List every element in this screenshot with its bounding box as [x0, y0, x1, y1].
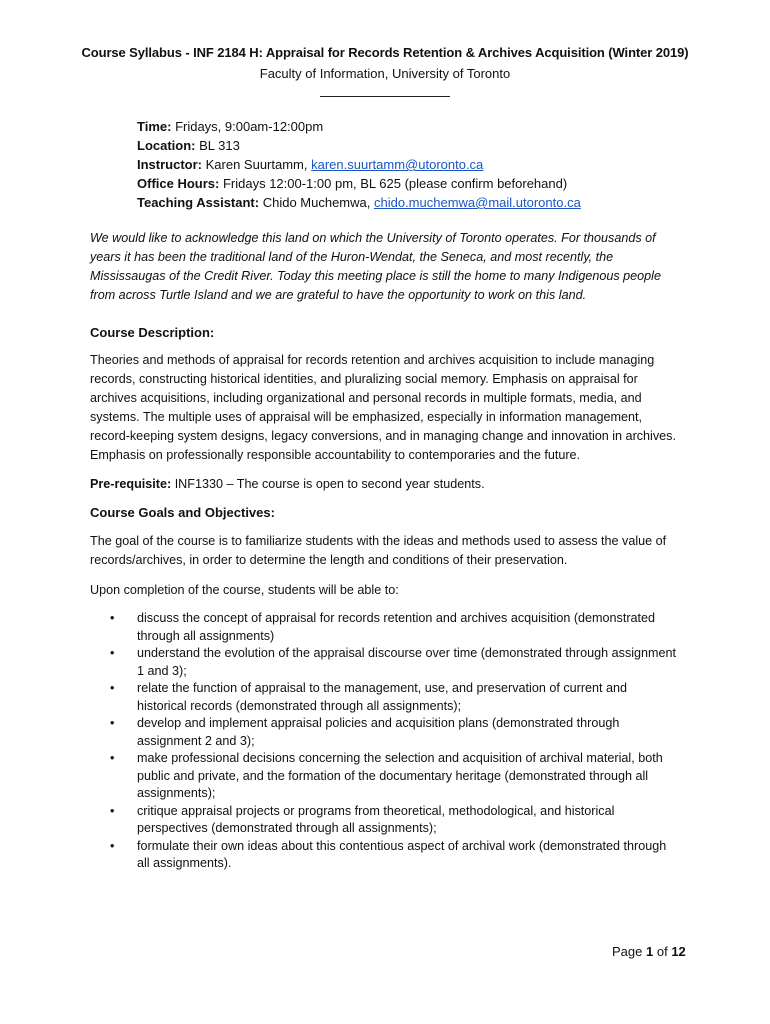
bullet-icon: •	[110, 803, 115, 818]
bullet-icon: •	[110, 611, 115, 625]
office-hours-value: Fridays 12:00-1:00 pm, BL 625 (please confirm beforehand)	[222, 176, 568, 191]
location-label: Location:	[137, 138, 196, 153]
bullet-icon: •	[110, 838, 115, 853]
course-description-heading: Course Description:	[90, 325, 215, 340]
course-info-block	[137, 117, 581, 212]
course-description-text: Theories and methods of appraisal for records retention and archives acquisition to include managing records, constructing historical identities, and pluralizing social memory. Emphasis on appraisal for archives acquisitions, including organizational and personal records in multiple formats, media, and systems. The multiple uses of appraisal will be emphasized, especially in information management, record-keeping system designs, legacy conversions, and in managing change and innovation in archives. Emphasis on professionally responsible accountability to contemporaries and the future.	[90, 353, 676, 462]
location-row	[137, 136, 581, 155]
prerequisite-label: Pre-requisite:	[90, 477, 172, 491]
instructor-row	[137, 155, 581, 174]
page-word: Page	[612, 944, 643, 959]
goals-intro: Upon completion of the course, students will be able to:	[90, 583, 399, 597]
page-total: 12	[671, 944, 686, 959]
prerequisite-paragraph	[90, 475, 680, 494]
ta-email-link[interactable]: chido.muchemwa@mail.utoronto.ca	[373, 195, 581, 210]
instructor-label: Instructor:	[137, 157, 202, 172]
document-title: Course Syllabus - INF 2184 H: Appraisal for Records Retention & Archives Acquisition (Winter 2019)	[81, 45, 689, 60]
time-label: Time:	[137, 119, 172, 134]
bullet-icon: •	[110, 751, 115, 765]
list-item: • make professional decisions concerning the selection and acquisition of archival material, both public and private, and the formation of the documentary heritage (demonstrated through all assignments);	[110, 751, 663, 800]
bullet-icon: •	[110, 646, 115, 660]
ta-label: Teaching Assistant:	[137, 195, 260, 210]
document-subtitle: Faculty of Information, University of Toronto	[259, 66, 511, 81]
instructor-name: Karen Suurtamm,	[205, 157, 308, 172]
office-hours-row	[137, 174, 581, 193]
page-current: 1	[646, 944, 654, 959]
list-item: • discuss the concept of appraisal for records retention and archives acquisition (demonstrated through all assignments)	[110, 611, 656, 643]
office-hours-label: Office Hours:	[137, 176, 220, 191]
location-value: BL 313	[199, 138, 240, 153]
list-item: • develop and implement appraisal policies and acquisition plans (demonstrated through assignment 2 and 3);	[110, 716, 620, 748]
list-item: • formulate their own ideas about this contentious aspect of archival work (demonstrated through all assignments).	[110, 838, 667, 870]
page-of: of	[656, 944, 668, 959]
prerequisite-text: INF1330 – The course is open to second year students.	[174, 477, 485, 491]
land-acknowledgement: We would like to acknowledge this land on which the University of Toronto operates. For thousands of years it has been the traditional land of the Huron-Wendat, the Seneca, and most recently, the Mississaugas of the Credit River. Today this meeting place is still the home to many Indigenous people from across Turtle Island and we are grateful to have the opportunity to work on this land.	[90, 231, 661, 302]
time-value: Fridays, 9:00am-12:00pm	[175, 119, 324, 134]
page-number	[612, 944, 686, 959]
ta-row	[137, 193, 581, 212]
bullet-icon: •	[110, 716, 115, 730]
title-divider	[320, 96, 450, 97]
list-item: • relate the function of appraisal to the management, use, and preservation of current and historical records (demonstrated through all assignments);	[110, 681, 628, 713]
goals-text: The goal of the course is to familiarize students with the ideas and methods used to assess the value of records/archives, in order to determine the length and conditions of their preservation.	[90, 534, 667, 567]
time-row	[137, 117, 581, 136]
list-item: • understand the evolution of the appraisal discourse over time (demonstrated through assignment 1 and 3);	[110, 646, 677, 678]
goals-heading: Course Goals and Objectives:	[90, 505, 275, 520]
instructor-email-link[interactable]: karen.suurtamm@utoronto.ca	[311, 157, 484, 172]
bullet-icon: •	[110, 681, 115, 695]
ta-name: Chido Muchemwa,	[262, 195, 371, 210]
objectives-list	[110, 610, 680, 873]
list-item: • critique appraisal projects or programs from theoretical, methodological, and historical perspectives (demonstrated through all assignments);	[110, 803, 615, 835]
